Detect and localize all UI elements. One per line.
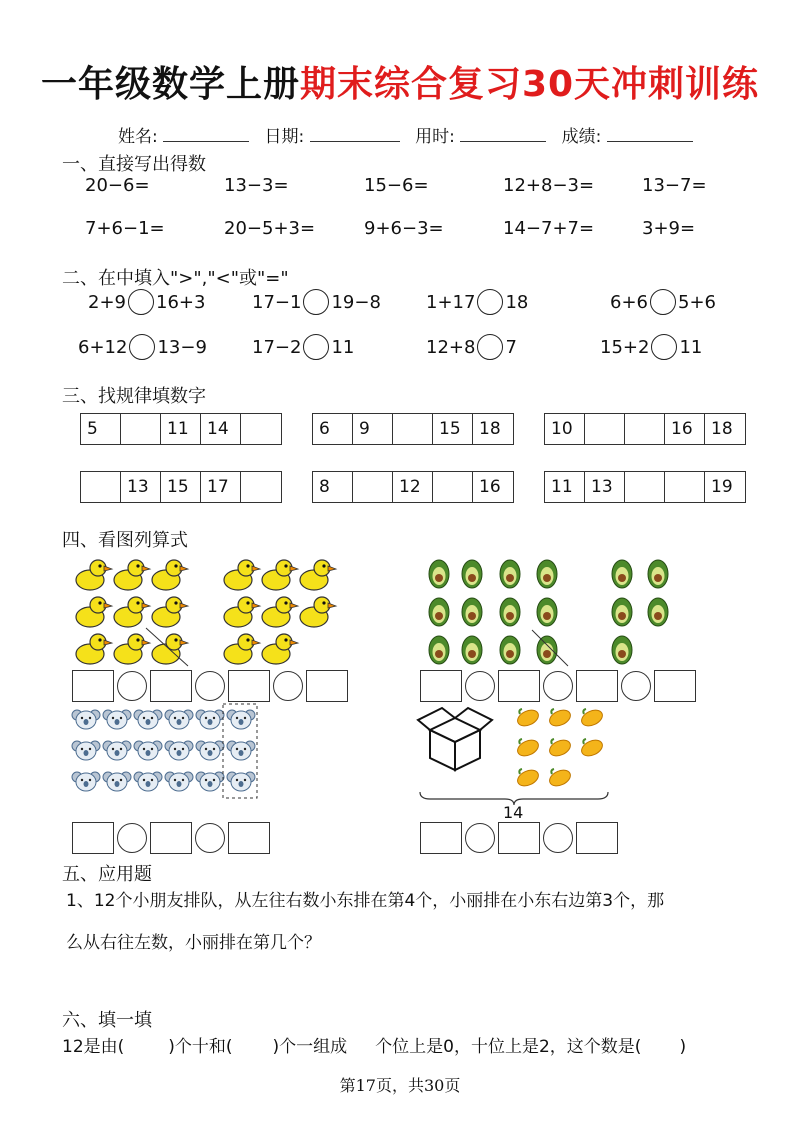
seq-cell[interactable]: 9 (353, 414, 393, 444)
calc-item: 14−7+7= (503, 218, 595, 239)
seq-cell[interactable]: 11 (161, 414, 201, 444)
compare-item: 2+9 16+3 (88, 289, 205, 315)
operator-circle[interactable] (273, 671, 303, 701)
calc-item: 20−6= (85, 175, 150, 196)
answer-box[interactable] (228, 670, 270, 702)
seq-cell[interactable]: 11 (545, 472, 585, 502)
title-grade: 一年级数学上册 (40, 64, 300, 105)
calc-item: 13−7= (642, 175, 707, 196)
answer-box[interactable] (150, 670, 192, 702)
operator-circle[interactable] (195, 823, 225, 853)
compare-item: 15+2 11 (600, 334, 702, 360)
page-footer: 第17页，共30页 (339, 1076, 461, 1095)
avocado-group (429, 560, 668, 666)
answer-box[interactable] (228, 822, 270, 854)
word-problem-line-1: 1、12个小朋友排队，从左往右数小东排在第4个，小丽排在小东右边第3个，那 (66, 891, 665, 911)
fill-in-line: 12是由( )个十和( )个一组成 个位上是0，十位上是2，这个数是( ) (62, 1037, 687, 1057)
mango-group (515, 707, 605, 789)
compare-item: 1+17 18 (426, 289, 528, 315)
box-icon (418, 708, 492, 770)
duck-group-left (76, 560, 188, 666)
seq-cell[interactable]: 13 (121, 472, 161, 502)
seq-cell[interactable]: 6 (313, 414, 353, 444)
section-3-heading: 三、找规律填数字 (62, 386, 206, 407)
compare-item: 6+12 13−9 (78, 334, 207, 360)
seq-cell[interactable]: 18 (479, 419, 501, 439)
seq-cell[interactable]: 16 (479, 477, 501, 497)
total-label: 14 (503, 803, 524, 822)
calc-item: 7+6−1= (85, 218, 165, 239)
seq-cell[interactable]: 15 (161, 472, 201, 502)
answer-box[interactable] (576, 670, 618, 702)
answer-box[interactable] (306, 670, 348, 702)
compare-item: 6+6 5+6 (610, 289, 716, 315)
answer-box[interactable] (150, 822, 192, 854)
operator-circle[interactable] (465, 671, 495, 701)
seq-cell[interactable]: 14 (201, 414, 241, 444)
operator-circle[interactable] (117, 823, 147, 853)
operator-circle[interactable] (465, 823, 495, 853)
section-6-heading: 六、填一填 (62, 1010, 152, 1031)
section-1-heading: 一、直接写出得数 (62, 154, 206, 175)
equation-blanks (72, 670, 348, 702)
seq-cell[interactable]: 5 (81, 414, 121, 444)
seq-cell[interactable]: 18 (711, 419, 733, 439)
calc-item: 20−5+3= (224, 218, 316, 239)
operator-circle[interactable] (543, 671, 573, 701)
section-2-heading: 二、在中填入">","<"或"=" (62, 268, 289, 289)
seq-cell[interactable]: 15 (433, 414, 473, 444)
answer-box[interactable] (420, 822, 462, 854)
answer-box[interactable] (576, 822, 618, 854)
section-4-heading: 四、看图列算式 (62, 530, 188, 551)
seq-cell[interactable]: 16 (665, 414, 705, 444)
equation-blanks (420, 670, 696, 702)
seq-cell[interactable]: 10 (545, 414, 585, 444)
answer-box[interactable] (498, 822, 540, 854)
date-label: 日期: (264, 127, 305, 147)
calc-item: 15−6= (364, 175, 429, 196)
calc-item: 12+8−3= (503, 175, 595, 196)
koala-group (72, 704, 257, 798)
time-label: 用时: (415, 127, 455, 147)
calc-item: 13−3= (224, 175, 289, 196)
answer-box[interactable] (654, 670, 696, 702)
operator-circle[interactable] (621, 671, 651, 701)
calc-item: 3+9= (642, 218, 696, 239)
answer-box[interactable] (72, 822, 114, 854)
operator-circle[interactable] (117, 671, 147, 701)
title-topic: 期末综合复习30天冲刺训练 (299, 64, 760, 105)
seq-cell[interactable]: 17 (201, 472, 241, 502)
answer-box[interactable] (498, 670, 540, 702)
section-5-heading: 五、应用题 (62, 864, 152, 885)
seq-cell[interactable]: 19 (711, 477, 733, 497)
operator-circle[interactable] (543, 823, 573, 853)
seq-cell[interactable]: 12 (393, 472, 433, 502)
name-label: 姓名: (118, 127, 158, 147)
compare-item: 17−1 19−8 (252, 289, 381, 315)
operator-circle[interactable] (195, 671, 225, 701)
seq-cell[interactable]: 13 (585, 472, 625, 502)
score-label: 成绩: (561, 127, 602, 147)
equation-blanks (72, 822, 270, 854)
calc-item: 9+6−3= (364, 218, 444, 239)
answer-box[interactable] (420, 670, 462, 702)
word-problem-line-2: 么从右往左数，小丽排在第几个？ (66, 933, 321, 953)
compare-item: 17−2 11 (252, 334, 354, 360)
compare-item: 12+8 7 (426, 334, 517, 360)
seq-cell[interactable]: 8 (313, 472, 353, 502)
equation-blanks (420, 822, 618, 854)
duck-group-right (224, 560, 336, 664)
answer-box[interactable] (72, 670, 114, 702)
